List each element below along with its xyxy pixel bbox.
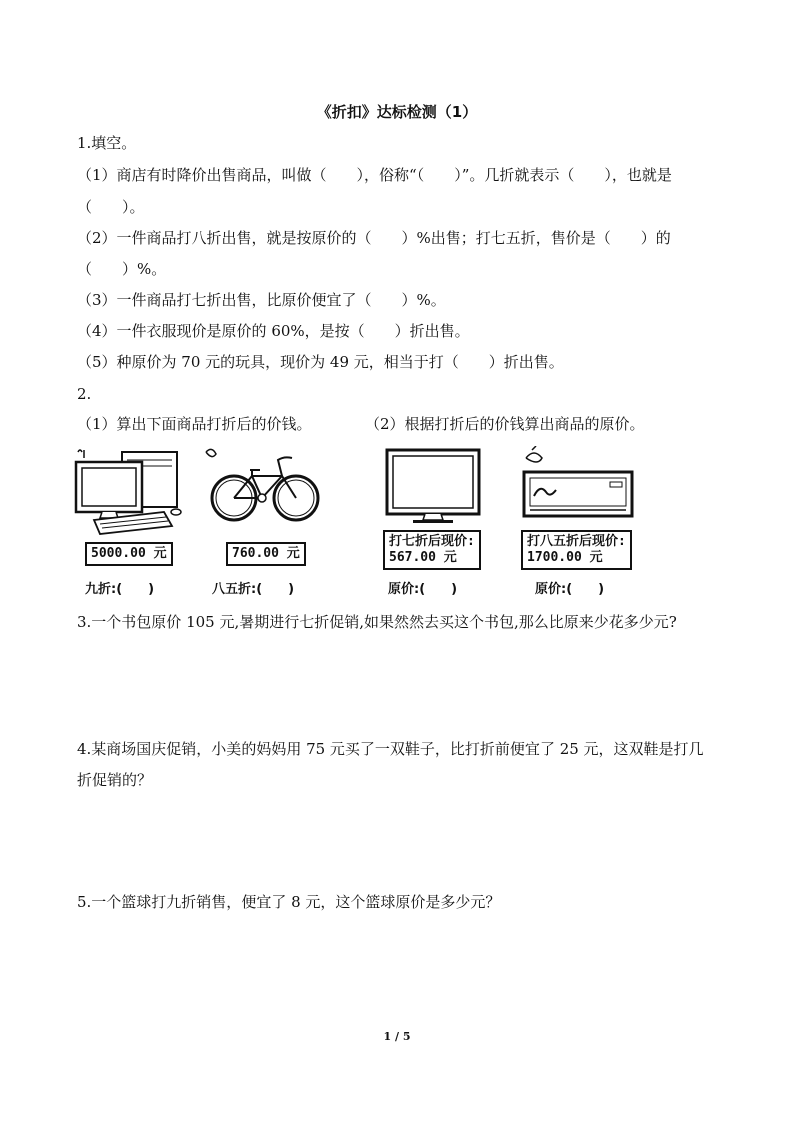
caption-computer: 九折:( ) [85, 582, 155, 597]
price-tag-ac-value: 1700.00 元 [527, 550, 603, 565]
q4-line-1: 4.某商场国庆促销，小美的妈妈用 75 元买了一双鞋子，比打折前便宜了 25 元，这双鞋是打几 [77, 740, 704, 758]
q1-line-5: （3）一件商品打七折出售，比原价便宜了（ ）%。 [77, 291, 446, 309]
price-tag-bicycle: 760.00 元 [226, 542, 306, 566]
q2-heading: 2. [77, 385, 92, 403]
price-tag-ac [521, 530, 632, 570]
price-tag-tv-label: 打七折后现价: [389, 534, 475, 549]
q1-line-2: （ ）。 [77, 198, 145, 216]
caption-bicycle: 八五折:( ) [212, 582, 295, 597]
q5-text: 5.一个篮球打九折销售，便宜了 8 元，这个篮球原价是多少元？ [77, 893, 501, 911]
computer-icon [72, 446, 192, 536]
q1-line-4: （ ）%。 [77, 260, 167, 278]
q2-part1: （1）算出下面商品打折后的价钱。 [77, 415, 312, 433]
price-tag-tv [383, 530, 481, 570]
q4-line-2: 折促销的？ [77, 771, 153, 789]
page-title: 《折扣》达标检测（1） [316, 103, 478, 121]
q1-line-1: （1）商店有时降价出售商品，叫做（ ），俗称“（ ）”。几折就表示（ ），也就是 [77, 166, 672, 184]
page-number: 1 / 5 [383, 1030, 411, 1043]
tv-icon [383, 446, 483, 526]
air-conditioner-icon [518, 446, 638, 521]
price-tag-ac-label: 打八五折后现价: [527, 534, 626, 549]
q3-text: 3.一个书包原价 105 元,暑期进行七折促销,如果然然去买这个书包,那么比原来少花多少元? [77, 613, 677, 631]
q2-part2: （2）根据打折后的价钱算出商品的原价。 [365, 415, 645, 433]
q1-line-6: （4）一件衣服现价是原价的 60%，是按（ ）折出售。 [77, 322, 470, 340]
caption-ac: 原价:( ) [535, 582, 605, 597]
q1-line-3: （2）一件商品打八折出售，就是按原价的（ ）%出售；打七五折，售价是（ ）的 [77, 229, 671, 247]
caption-tv: 原价:( ) [388, 582, 458, 597]
bicycle-icon [200, 446, 325, 526]
q1-line-7: （5）种原价为 70 元的玩具，现价为 49 元，相当于打（ ）折出售。 [77, 353, 564, 371]
price-tag-tv-value: 567.00 元 [389, 550, 457, 565]
price-tag-computer: 5000.00 元 [85, 542, 173, 566]
q1-heading: 1.填空。 [77, 134, 137, 152]
